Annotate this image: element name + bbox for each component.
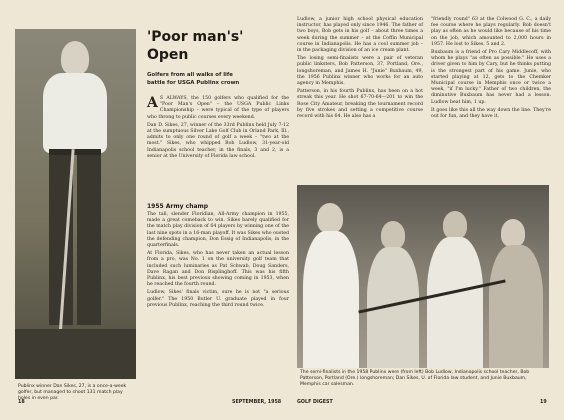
caption-left: Publinx winner Dan Sikes, 27, is a once-a-week golfer, but managed to shoot 131 match play holes in even par.	[18, 384, 127, 401]
person-ludlow-head	[317, 203, 343, 233]
deck-line-2: battle for USGA Publinx crown	[147, 80, 240, 86]
golfer-head	[61, 41, 89, 75]
col3-paragraph-2: Buxbaum is a friend of Pro Cary Middlecoff, with whom he plays "as often as possible." He uses a driver given to him by Cary, but he thinks putting is the strongest part of his game. Junie, who started playing at 12, gets to the Chemker Municipal course in Memphis once or twice a week, "if I'm lucky." Father of two children, the diminutive Buxbaum has never had a lesson. Ludlow beat him, 1 up.	[431, 50, 551, 105]
page-number-right: 19	[540, 400, 547, 405]
subhead-army-champ: 1955 Army champ	[147, 203, 209, 210]
photo-dan-sikes	[15, 29, 136, 379]
grass-ground	[15, 329, 136, 379]
person-patterson-head	[381, 221, 405, 249]
photo-semi-finalists	[297, 185, 549, 368]
paragraph-3: The tall, slender Floridian, All-Army champion in 1955, made a great comeback to win. Sikes barely qualified for the match play division of 64 players by winning one of the last nine spots in a 16-man playoff. It was Sikes who ousted the defending champion, Don Essig of Indianapolis, in the quarterfinals.	[147, 212, 289, 249]
caption-right: The semi-finalists in the 1958 Publinx were (from left) Bob Ludlow, Indianapolis school teacher, Bob Patterson, Portland (Ore.) longshoreman; Dan Sikes, U. of Florida law student, and Junie Buxbaum, Memphis car salesman.	[300, 370, 530, 387]
col3-paragraph-1: "friendly round" 63 at the Colwood G. C., a daily fee course where he plays regularly. Bob doesn't play as often as he would like because of his time on the job, which amounted to 2,000 hours in 1957. He lost to Sikes, 5 and 2.	[431, 17, 551, 47]
deck-line-1: Golfers from all walks of life	[147, 72, 233, 78]
footer-magazine: GOLF DIGEST	[297, 400, 333, 405]
golfer-shirt	[43, 73, 107, 153]
column-right-1	[297, 17, 423, 120]
col2-paragraph-1: Ludlow, a junior high school physical education instructor, has played only since 1946. The father of two boys, Bob gets in his golf – about three times a week during the summer – at the Coffin Municipal course in Indianapolis. He has a cool summer job – in the packaging division of an ice cream plant.	[297, 17, 423, 54]
person-buxbaum-head	[501, 219, 525, 247]
paragraph-4: At Florida, Sikes, who has never taken an actual lesson from a pro, was No. 1 on the university golf team that included such luminaries as Pat Schwab, Doug Sanders, Dave Ragan and Don Bisplinghoff. This was his fifth Publinx, his best previous showing coming in 1953, when he reached the fourth round.	[147, 251, 289, 288]
person-buxbaum-body	[489, 245, 543, 368]
person-sikes-head	[443, 211, 467, 239]
paragraph-1	[147, 96, 289, 121]
page-number-left: 18	[18, 400, 25, 405]
column-middle-top	[147, 96, 289, 160]
golfer-right-leg	[77, 155, 101, 325]
drop-cap: A	[147, 95, 158, 111]
person-ludlow-body	[303, 231, 359, 368]
column-right-2	[431, 17, 551, 120]
col2-paragraph-2: The losing semi-finalists were a pair of veteran public linksters, Bob Patterson, 37, Portland, Ore., longshoreman, and James H. "Junie" Buxbaum, 49, the 1956 Publinx winner who works for an auto agency in Memphis.	[297, 56, 423, 87]
col2-paragraph-3: Patterson, in his fourth Publinx, has been on a hot streak this year. He shot 67-70-64—201 to win the Rose City Amateur, breaking the tournament record by five strokes and setting a competitive course record with his 64. He also has a	[297, 89, 423, 120]
article-deck	[147, 71, 287, 87]
article-title	[147, 28, 287, 64]
title-line-1: 'Poor man's'	[147, 29, 244, 45]
paragraph-5: Ludlow, Sikes' finals victim, sure he is not "a serious golfer." The 1950 Butler U. graduate played in four previous Publinx, reaching the third round twice.	[147, 290, 289, 308]
col3-paragraph-3: It goes like this all the way down the line. They're out for fun, and they have it.	[431, 107, 551, 120]
column-middle-bottom	[147, 212, 289, 309]
paragraph-1-text: S ALWAYS, the 150 golfers who qualified for the "Poor Man's Open" – the USGA Public Links Championship – were typical of the type of players who throng to public courses every weekend.	[147, 96, 289, 120]
paragraph-2: Dan D. Sikes, 27, winner of the 33rd Publinx held July 7-12 at the sumptuous Silver Lake Golf Club in Orland Park, Ill., admits to only one round of golf a week – "two at the most." Sikes, who whipped Bob Ludlow, 31-year-old Indianapolis school teacher, in the finals, 3 and 2, is a senior at the University of Florida law school.	[147, 122, 289, 159]
footer-date: SEPTEMBER, 1958	[232, 400, 282, 405]
title-line-2: Open	[147, 47, 189, 63]
person-sikes-body	[427, 237, 483, 368]
